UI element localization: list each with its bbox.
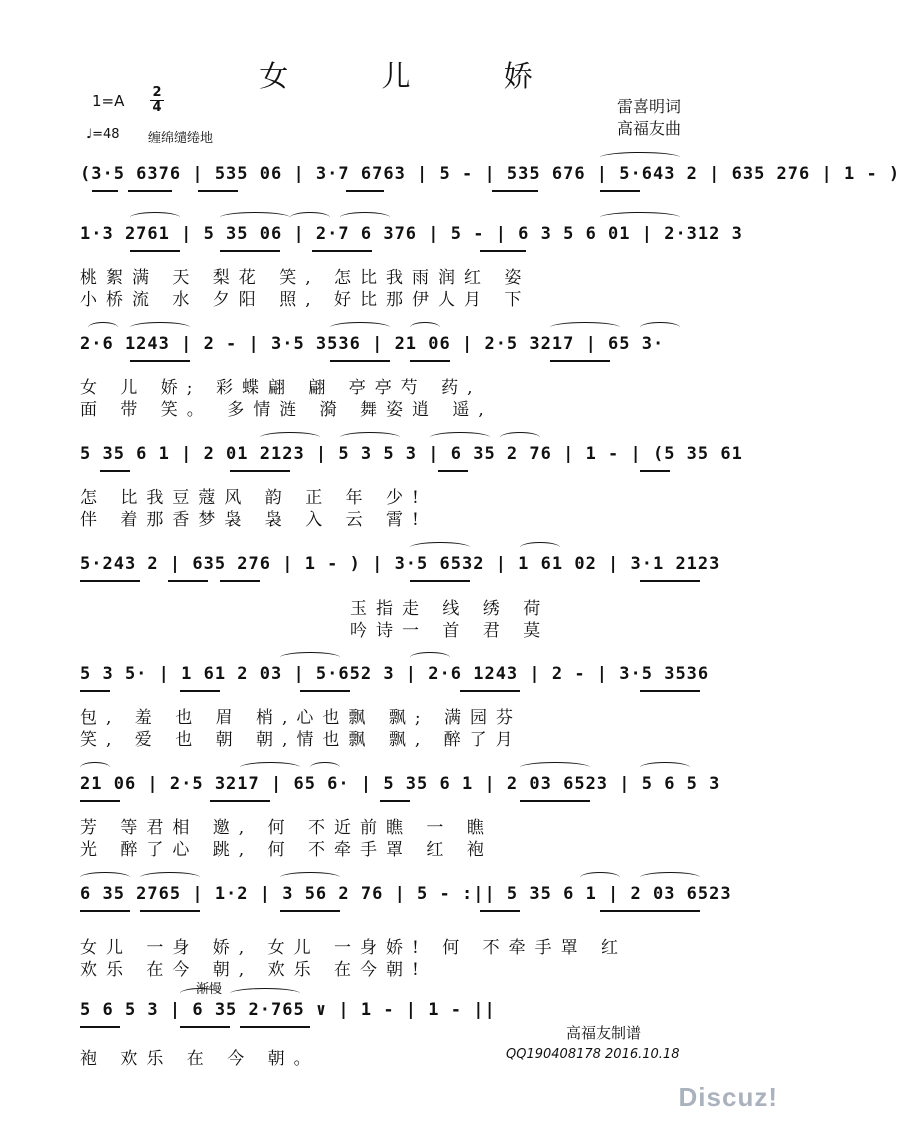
- time-signature: [150, 86, 164, 115]
- lyric-line: 女 儿 娇; 彩蝶翩 翩 亭亭芍 药,: [80, 378, 482, 398]
- discuz-watermark: Discuz!: [678, 1082, 778, 1112]
- lyric-line: 小桥流 水 夕阳 照, 好比那伊人月 下: [80, 290, 531, 310]
- system-notes: 2·6 1243 | 2 - | 3·5 3536 | 21 06 | 2·5 3217 | 65 3·: [80, 334, 665, 354]
- contact-and-date: QQ190408178 2016.10.18: [506, 1047, 680, 1062]
- time-signature-bottom: 4: [150, 100, 164, 115]
- system-notes: 21 06 | 2·5 3217 | 65 6· | 5 35 6 1 | 2 03 6523 | 5 6 5 3: [80, 774, 721, 794]
- tempo-marking: ♩=48: [86, 127, 120, 142]
- lyric-line: 袍 欢乐 在 今 朝。: [80, 1049, 320, 1069]
- time-signature-top: 2: [152, 85, 162, 100]
- lyric-line: 桃絮满 天 梨花 笑, 怎比我雨润红 姿: [80, 268, 531, 288]
- music-system-5: [80, 550, 721, 590]
- music-system-2: [80, 220, 743, 260]
- composer-credit: 高福友曲: [617, 119, 682, 138]
- key-signature: 1=A: [92, 92, 125, 110]
- music-system-7: [80, 770, 721, 810]
- music-system-8: [80, 880, 732, 920]
- system-notes: 5 35 6 1 | 2 01 2123 | 5 3 5 3 | 6 35 2 76 | 1 - | (5 35 61: [80, 444, 743, 464]
- lyric-line: 怎 比我豆蔻风 韵 正 年 少!: [80, 488, 428, 508]
- system-notes: 5 6 5 3 | 6 35 2·765 ∨ | 1 - | 1 - ||: [80, 1000, 496, 1020]
- system-notes: 5 3 5· | 1 61 2 03 | 5·652 3 | 2·6 1243 | 2 - | 3·5 3536: [80, 664, 710, 684]
- song-title: 女 儿 娇: [259, 59, 575, 93]
- music-system-6: [80, 660, 710, 700]
- lyric-line: 笑, 爱 也 朝 朝,情也飘 飘, 醉了月: [80, 730, 522, 750]
- lyric-line: 吟诗一 首 君 莫: [350, 621, 550, 641]
- system-notes: 1·3 2761 | 5 35 06 | 2·7 6 376 | 5 - | 6 3 5 6 01 | 2·312 3: [80, 224, 743, 244]
- tempo-change-marking: 渐慢: [196, 982, 223, 997]
- lyric-line: 芳 等君相 邀, 何 不近前瞧 一 瞧: [80, 818, 493, 838]
- lyricist-credit: 雷喜明词: [617, 97, 682, 116]
- lyric-line: 欢乐 在今 朝, 欢乐 在今朝!: [80, 960, 428, 980]
- music-system-1: [80, 160, 900, 200]
- expression-marking: 缠绵缱绻地: [148, 131, 214, 146]
- lyric-line: 光 醉了心 跳, 何 不牵手罩 红 袍: [80, 840, 493, 860]
- music-system-3: [80, 330, 710, 370]
- transcriber-credit: 高福友制谱: [566, 1024, 642, 1042]
- lyric-line: 伴 着那香梦袅 袅 入 云 霄!: [80, 510, 428, 530]
- lyric-line: 面 带 笑。 多情涟 漪 舞姿逍 遥,: [80, 400, 493, 420]
- lyric-line: 女儿 一身 娇, 女儿 一身娇! 何 不牵手罩 红: [80, 938, 628, 958]
- system-notes: 6 35 2765 | 1·2 | 3 56 2 76 | 5 - :|| 5 35 6 1 | 2 03 6523: [80, 884, 732, 904]
- music-system-4: [80, 440, 743, 480]
- system-notes: 5·243 2 | 635 276 | 1 - ) | 3·5 6532 | 1 61 02 | 3·1 2123: [80, 554, 721, 574]
- lyric-line: 玉指走 线 绣 荷: [350, 599, 550, 619]
- system-notes: (3·5 6376 | 535 06 | 3·7 6763 | 5 - | 535 676 | 5·643 2 | 635 276 | 1 - ): [80, 164, 900, 184]
- lyric-line: 包, 羞 也 眉 梢,心也飘 飘; 满园芬: [80, 708, 522, 728]
